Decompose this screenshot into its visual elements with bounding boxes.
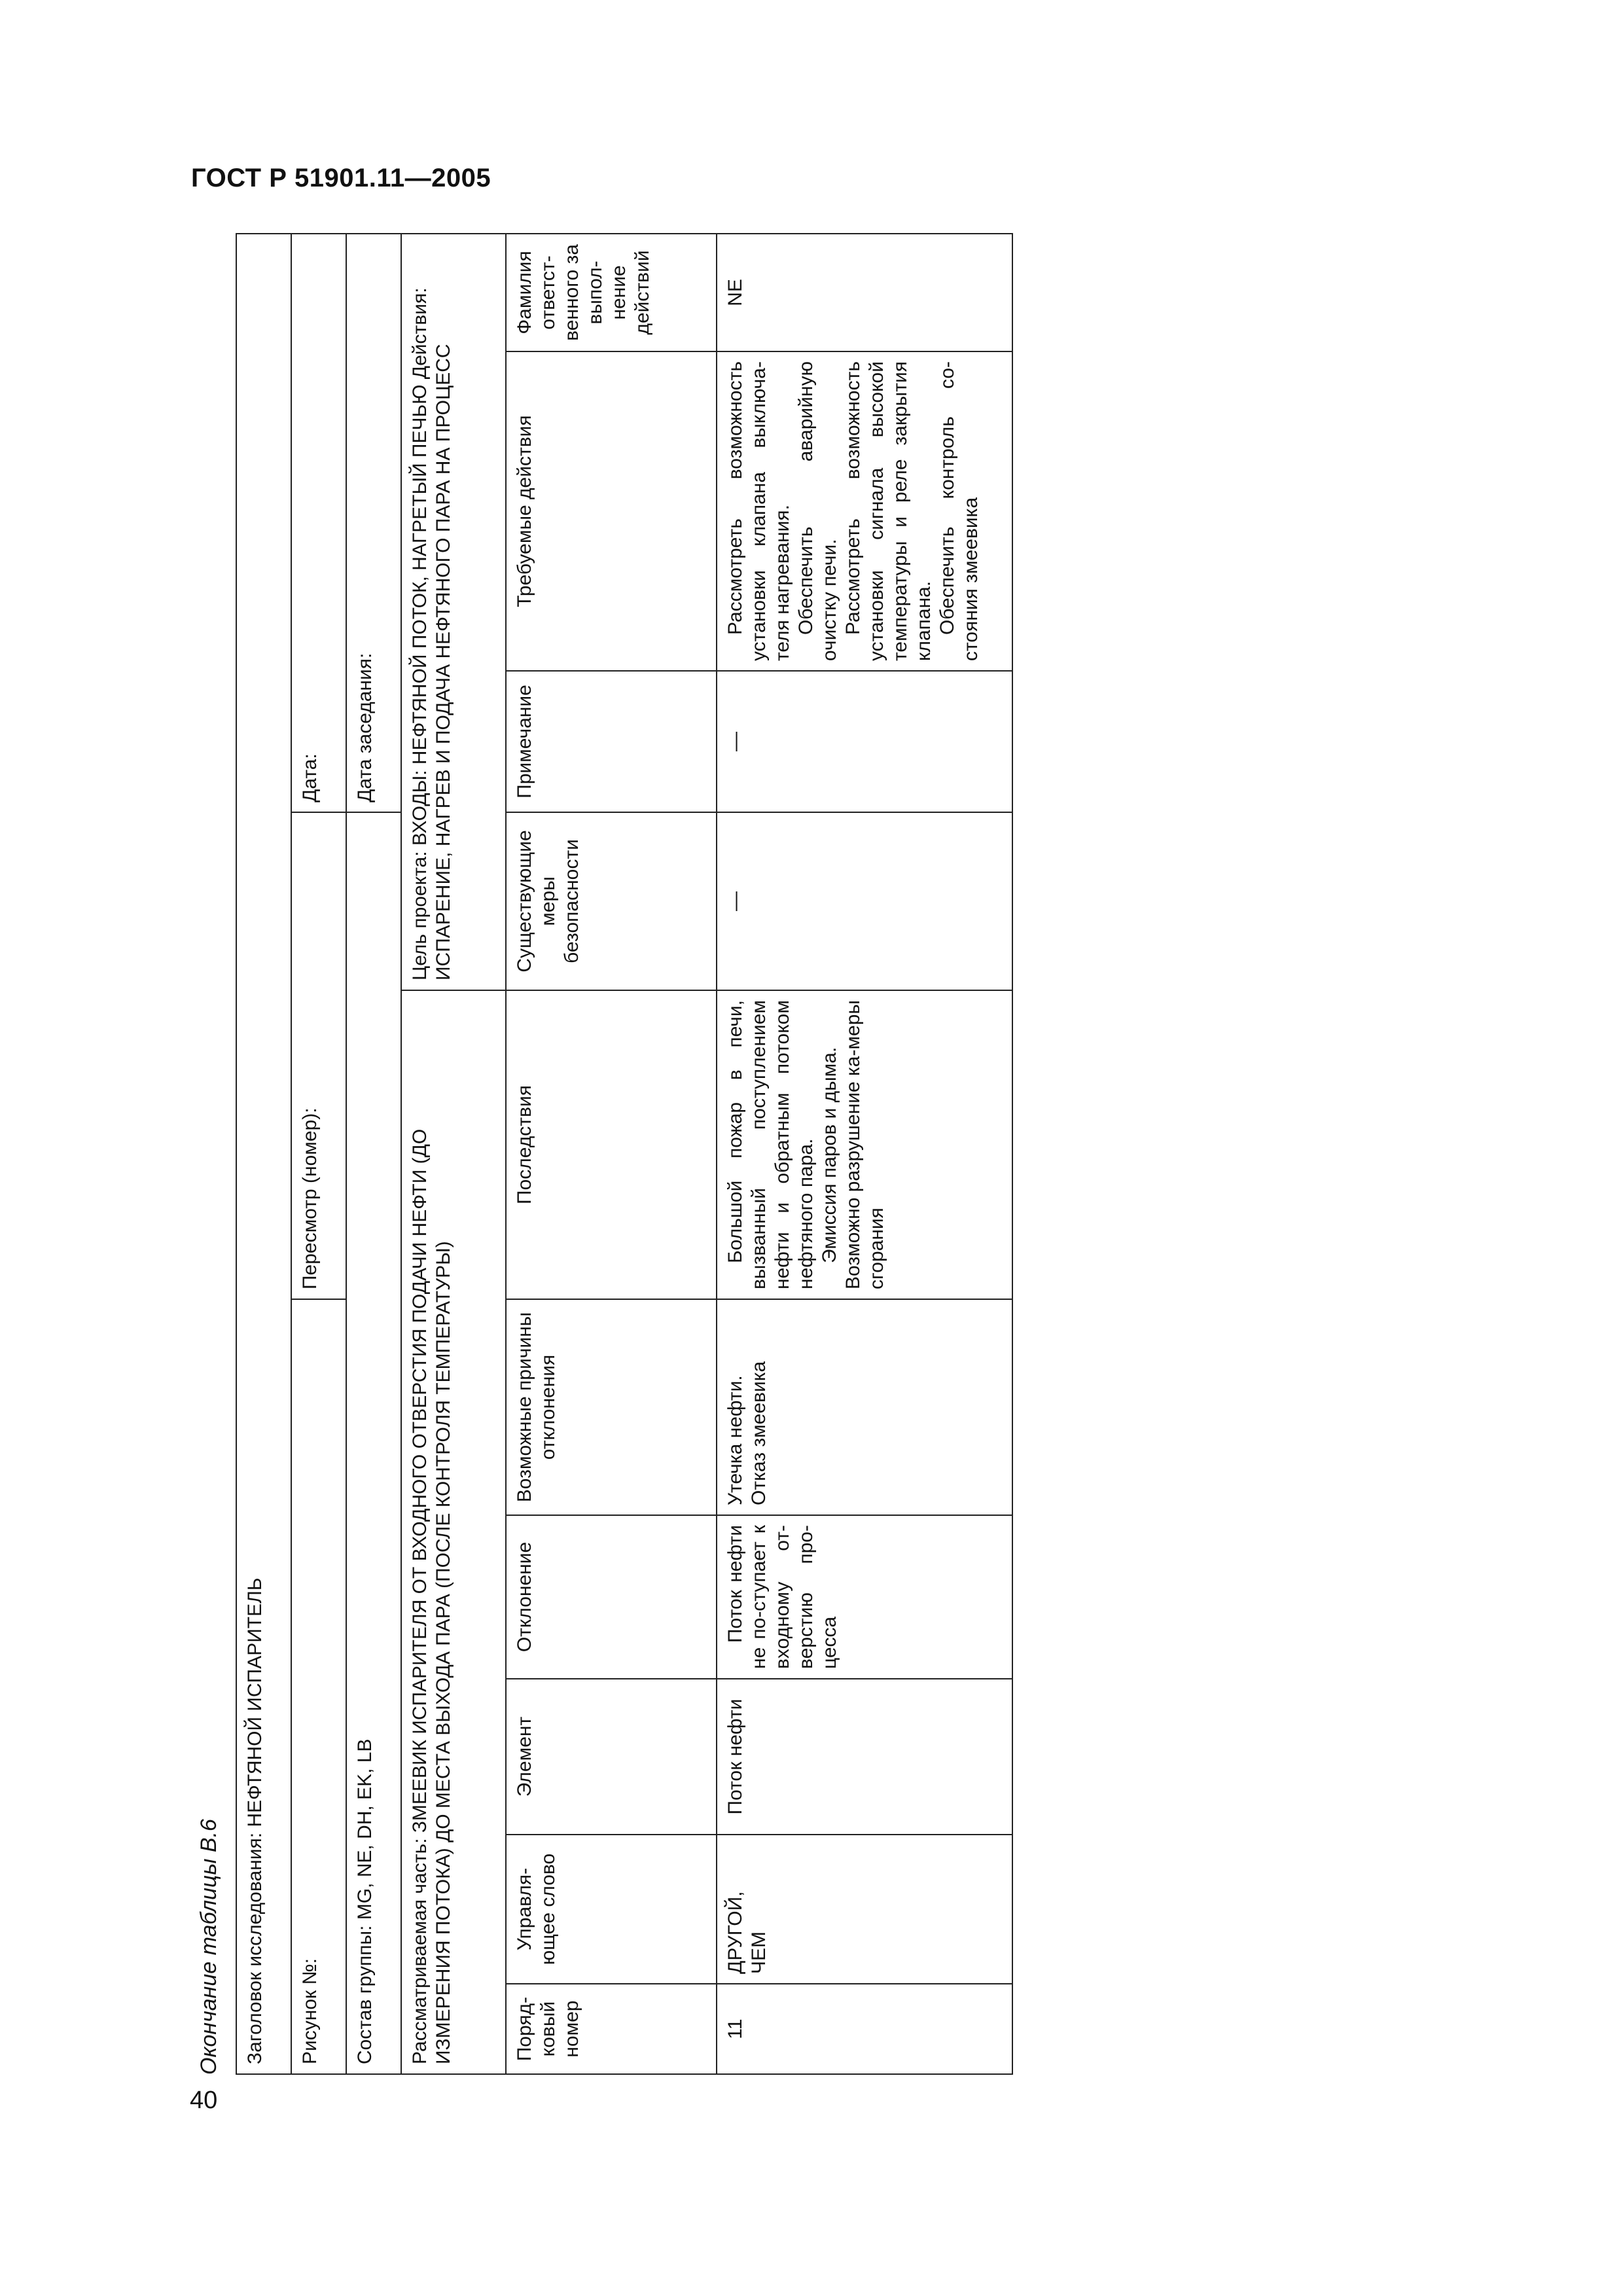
action-3: Рассмотреть возможность установки сигнала высокой температуры и реле закрытия клапана.	[842, 361, 935, 661]
revision-number: Пересмотр (номер):	[291, 812, 346, 1299]
row-guide-word: ДРУГОЙ, ЧЕМ	[717, 1835, 1012, 1984]
action-1: Рассмотреть возможность установки клапана выключа-теля нагревания.	[724, 361, 793, 661]
column-header-row	[506, 234, 717, 2074]
info-row-title	[236, 234, 291, 2074]
info-row-figure	[291, 234, 346, 2074]
row-responsible: NE	[717, 234, 1012, 351]
row-safeguards: —	[717, 812, 1012, 990]
team-composition: Состав группы: MG, NE, DH, EK, LB	[346, 812, 401, 2074]
consequence-3: Возможно разрушение ка-меры сгорания	[842, 1000, 887, 1289]
col-header-number: Поряд-ковый номер	[506, 1984, 717, 2074]
figure-number: Рисунок №:	[291, 1299, 346, 2074]
row-comments: —	[717, 671, 1012, 812]
date-field: Дата:	[291, 234, 346, 812]
info-row-part	[401, 234, 506, 2074]
table-caption: Окончание таблицы В.6	[196, 1819, 221, 2075]
col-header-responsible: Фамилия ответст-венного за выпол-нение действий	[506, 234, 717, 351]
consequence-2: Эмиссия паров и дыма.	[819, 1047, 840, 1263]
cause-1: Утечка нефти.	[724, 1375, 746, 1505]
info-row-team	[346, 234, 401, 2074]
page-number: 40	[190, 2087, 218, 2114]
hazop-table	[236, 233, 1013, 2075]
col-header-comments: Примечание	[506, 671, 717, 812]
row-deviation: Поток нефти не по-ступает к входному от-верстию про-цесса	[717, 1515, 1012, 1679]
part-under-review: Рассматриваемая часть: ЗМЕЕВИК ИСПАРИТЕЛЯ ОТ ВХОДНОГО ОТВЕРСТИЯ ПОДАЧИ НЕФТИ (ДО ИЗМЕРЕНИЯ ПОТОКА) ДО МЕСТА ВЫХОДА ПАРА (ПОСЛЕ КОНТРОЛЯ ТЕМПЕРАТУРЫ)	[401, 990, 506, 2074]
col-header-deviation: Отклонение	[506, 1515, 717, 1679]
col-header-guide-word: Управля-ющее слово	[506, 1835, 717, 1984]
cause-2: Отказ змеевика	[748, 1361, 770, 1505]
row-consequences	[717, 990, 1012, 1299]
row-causes	[717, 1299, 1012, 1515]
rotated-page-content	[196, 234, 1086, 2075]
col-header-element: Элемент	[506, 1679, 717, 1835]
col-header-actions: Требуемые действия	[506, 351, 717, 671]
meeting-date: Дата заседания:	[346, 234, 401, 812]
row-actions	[717, 351, 1012, 671]
col-header-safeguards: Существующие меры безопасности	[506, 812, 717, 990]
standard-header: ГОСТ Р 51901.11—2005	[191, 164, 491, 192]
row-element: Поток нефти	[717, 1679, 1012, 1835]
action-4: Обеспечить контроль со-стояния змеевика	[936, 361, 982, 661]
design-intent: Цель проекта: ВХОДЫ: НЕФТЯНОЙ ПОТОК, НАГРЕТЫЙ ПЕЧЬЮ Действия: ИСПАРЕНИЕ, НАГРЕВ И ПОДАЧА НЕФТЯНОГО ПАРА НА ПРОЦЕСС	[401, 234, 506, 990]
col-header-causes: Возможные причины отклонения	[506, 1299, 717, 1515]
table-row	[717, 234, 1012, 2074]
row-number: 11	[717, 1984, 1012, 2074]
consequence-1: Большой пожар в печи, вызванный поступлением нефти и обратным потоком нефтяного пара.	[724, 1000, 817, 1289]
study-title: Заголовок исследования: НЕФТЯНОЙ ИСПАРИТЕЛЬ	[236, 234, 291, 2074]
action-2: Обеспечить аварийную очистку печи.	[795, 361, 840, 661]
col-header-consequences: Последствия	[506, 990, 717, 1299]
